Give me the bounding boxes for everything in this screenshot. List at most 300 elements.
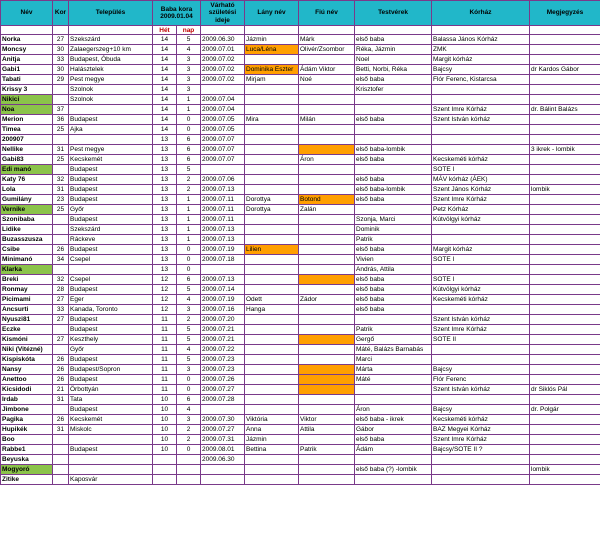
- cell-megjegyzes[interactable]: [530, 115, 600, 125]
- header-kor[interactable]: Kor: [53, 1, 69, 26]
- cell-varhato[interactable]: 2009.07.26: [201, 375, 245, 385]
- cell-nev[interactable]: Minimanó: [1, 255, 53, 265]
- cell-varhato[interactable]: 2009.07.21: [201, 325, 245, 335]
- cell-nap[interactable]: 2: [177, 425, 201, 435]
- cell-fiu-nev[interactable]: [299, 275, 355, 285]
- cell-megjegyzes[interactable]: dr Siklós Pál: [530, 385, 600, 395]
- cell-kor[interactable]: 26: [53, 415, 69, 425]
- cell-varhato[interactable]: 2009.07.27: [201, 425, 245, 435]
- header-nev[interactable]: Név: [1, 1, 53, 26]
- cell-kor[interactable]: 37: [53, 105, 69, 115]
- cell-nap[interactable]: 3: [177, 365, 201, 375]
- cell-het[interactable]: 11: [153, 345, 177, 355]
- cell-het[interactable]: 14: [153, 125, 177, 135]
- cell-megjegyzes[interactable]: [530, 125, 600, 135]
- cell-varhato[interactable]: 2009.06.30: [201, 455, 245, 465]
- cell-fiu-nev[interactable]: Viktor: [299, 415, 355, 425]
- cell-het[interactable]: 11: [153, 325, 177, 335]
- cell-varhato[interactable]: 2009.07.02: [201, 55, 245, 65]
- cell-het[interactable]: 11: [153, 385, 177, 395]
- cell-testverek[interactable]: Patrik: [355, 235, 432, 245]
- cell-telepules[interactable]: Budapest: [69, 185, 153, 195]
- cell-nev[interactable]: Hupikék: [1, 425, 53, 435]
- cell-nev[interactable]: Breki: [1, 275, 53, 285]
- cell-kor[interactable]: 26: [53, 375, 69, 385]
- cell-testverek[interactable]: Patrik: [355, 325, 432, 335]
- cell-nev[interactable]: Gabi83: [1, 155, 53, 165]
- cell-korhaz[interactable]: Szent Imre Kórház: [432, 325, 530, 335]
- cell-lany-nev[interactable]: [245, 465, 299, 475]
- cell-korhaz[interactable]: Bajcsy: [432, 65, 530, 75]
- cell-nap[interactable]: 2: [177, 435, 201, 445]
- cell-lany-nev[interactable]: Odett: [245, 295, 299, 305]
- cell-nap[interactable]: 0: [177, 385, 201, 395]
- cell-megjegyzes[interactable]: [530, 325, 600, 335]
- cell-kor[interactable]: [53, 345, 69, 355]
- subheader-empty[interactable]: [1, 26, 53, 35]
- cell-varhato[interactable]: 2009.07.16: [201, 305, 245, 315]
- cell-fiu-nev[interactable]: [299, 175, 355, 185]
- cell-telepules[interactable]: Budapest: [69, 315, 153, 325]
- cell-telepules[interactable]: Budapest: [69, 175, 153, 185]
- cell-megjegyzes[interactable]: [530, 285, 600, 295]
- subheader-empty[interactable]: [245, 26, 299, 35]
- cell-telepules[interactable]: Szekszárd: [69, 225, 153, 235]
- cell-korhaz[interactable]: Margit kórház: [432, 55, 530, 65]
- cell-fiu-nev[interactable]: [299, 365, 355, 375]
- cell-testverek[interactable]: [355, 395, 432, 405]
- cell-fiu-nev[interactable]: Márk: [299, 35, 355, 45]
- cell-varhato[interactable]: 2009.07.02: [201, 65, 245, 75]
- cell-fiu-nev[interactable]: [299, 245, 355, 255]
- cell-varhato[interactable]: [201, 85, 245, 95]
- cell-telepules[interactable]: Zalaegerszeg+10 km: [69, 45, 153, 55]
- cell-korhaz[interactable]: BAZ Megyei Kórház: [432, 425, 530, 435]
- cell-testverek[interactable]: első baba: [355, 75, 432, 85]
- cell-lany-nev[interactable]: Lilien: [245, 245, 299, 255]
- cell-fiu-nev[interactable]: [299, 85, 355, 95]
- cell-fiu-nev[interactable]: Ádám Viktor: [299, 65, 355, 75]
- cell-het[interactable]: 10: [153, 445, 177, 455]
- cell-korhaz[interactable]: ZMK: [432, 45, 530, 55]
- cell-fiu-nev[interactable]: [299, 185, 355, 195]
- cell-nap[interactable]: 5: [177, 355, 201, 365]
- cell-korhaz[interactable]: [432, 465, 530, 475]
- cell-testverek[interactable]: [355, 315, 432, 325]
- cell-het[interactable]: 13: [153, 175, 177, 185]
- cell-kor[interactable]: [53, 95, 69, 105]
- cell-lany-nev[interactable]: [245, 265, 299, 275]
- cell-korhaz[interactable]: Szent István kórház: [432, 315, 530, 325]
- cell-telepules[interactable]: Szolnok: [69, 95, 153, 105]
- cell-fiu-nev[interactable]: [299, 385, 355, 395]
- subheader-empty[interactable]: [201, 26, 245, 35]
- cell-telepules[interactable]: [69, 455, 153, 465]
- cell-het[interactable]: 10: [153, 425, 177, 435]
- cell-varhato[interactable]: 2009.07.13: [201, 185, 245, 195]
- cell-het[interactable]: 10: [153, 395, 177, 405]
- cell-telepules[interactable]: Szolnok: [69, 85, 153, 95]
- cell-fiu-nev[interactable]: Botond: [299, 195, 355, 205]
- cell-het[interactable]: 13: [153, 185, 177, 195]
- cell-lany-nev[interactable]: [245, 175, 299, 185]
- cell-kor[interactable]: [53, 225, 69, 235]
- cell-fiu-nev[interactable]: [299, 105, 355, 115]
- cell-varhato[interactable]: 2009.07.04: [201, 105, 245, 115]
- cell-varhato[interactable]: 2009.07.20: [201, 315, 245, 325]
- cell-nev[interactable]: Ronmay: [1, 285, 53, 295]
- cell-kor[interactable]: 25: [53, 125, 69, 135]
- cell-megjegyzes[interactable]: [530, 435, 600, 445]
- cell-fiu-nev[interactable]: [299, 95, 355, 105]
- cell-telepules[interactable]: Győr: [69, 205, 153, 215]
- cell-nev[interactable]: Jimbone: [1, 405, 53, 415]
- cell-het[interactable]: 14: [153, 35, 177, 45]
- cell-korhaz[interactable]: SOTE I: [432, 255, 530, 265]
- cell-telepules[interactable]: [69, 465, 153, 475]
- cell-nap[interactable]: 0: [177, 375, 201, 385]
- cell-kor[interactable]: 26: [53, 245, 69, 255]
- cell-nap[interactable]: 2: [177, 175, 201, 185]
- cell-testverek[interactable]: Márta: [355, 365, 432, 375]
- cell-telepules[interactable]: Kecskemét: [69, 155, 153, 165]
- cell-nev[interactable]: Kicsidodi: [1, 385, 53, 395]
- cell-megjegyzes[interactable]: [530, 475, 600, 485]
- cell-het[interactable]: 12: [153, 305, 177, 315]
- cell-testverek[interactable]: Máté: [355, 375, 432, 385]
- cell-testverek[interactable]: első baba: [355, 245, 432, 255]
- cell-telepules[interactable]: [69, 265, 153, 275]
- subheader-empty[interactable]: [69, 26, 153, 35]
- cell-telepules[interactable]: Budapest: [69, 375, 153, 385]
- cell-het[interactable]: 11: [153, 315, 177, 325]
- cell-testverek[interactable]: Gergő: [355, 335, 432, 345]
- cell-het[interactable]: 14: [153, 65, 177, 75]
- cell-nev[interactable]: Kispiskóta: [1, 355, 53, 365]
- cell-nap[interactable]: 6: [177, 155, 201, 165]
- cell-kor[interactable]: 34: [53, 255, 69, 265]
- cell-korhaz[interactable]: Szent Imre Kórház: [432, 195, 530, 205]
- cell-het[interactable]: 11: [153, 375, 177, 385]
- cell-kor[interactable]: [53, 465, 69, 475]
- cell-het[interactable]: 12: [153, 285, 177, 295]
- cell-megjegyzes[interactable]: [530, 175, 600, 185]
- cell-megjegyzes[interactable]: [530, 195, 600, 205]
- cell-telepules[interactable]: Budapest: [69, 165, 153, 175]
- cell-kor[interactable]: 27: [53, 335, 69, 345]
- cell-varhato[interactable]: 2009.07.13: [201, 275, 245, 285]
- cell-fiu-nev[interactable]: [299, 395, 355, 405]
- cell-telepules[interactable]: Kaposvár: [69, 475, 153, 485]
- cell-telepules[interactable]: Budapest: [69, 445, 153, 455]
- cell-fiu-nev[interactable]: Milán: [299, 115, 355, 125]
- cell-megjegyzes[interactable]: [530, 295, 600, 305]
- cell-nap[interactable]: 2: [177, 315, 201, 325]
- header-megjegyzes[interactable]: Megjegyzés: [530, 1, 600, 26]
- cell-testverek[interactable]: Noel: [355, 55, 432, 65]
- cell-fiu-nev[interactable]: Zalán: [299, 205, 355, 215]
- cell-nev[interactable]: Gabi1: [1, 65, 53, 75]
- cell-kor[interactable]: [53, 215, 69, 225]
- cell-korhaz[interactable]: SOTE I: [432, 165, 530, 175]
- cell-nap[interactable]: 0: [177, 115, 201, 125]
- cell-kor[interactable]: [53, 325, 69, 335]
- cell-varhato[interactable]: 2009.07.02: [201, 75, 245, 85]
- cell-kor[interactable]: 26: [53, 365, 69, 375]
- cell-varhato[interactable]: 2009.07.19: [201, 245, 245, 255]
- cell-fiu-nev[interactable]: [299, 305, 355, 315]
- cell-korhaz[interactable]: [432, 345, 530, 355]
- cell-varhato[interactable]: 2009.07.06: [201, 175, 245, 185]
- cell-korhaz[interactable]: [432, 355, 530, 365]
- cell-lany-nev[interactable]: [245, 155, 299, 165]
- cell-kor[interactable]: 25: [53, 155, 69, 165]
- cell-het[interactable]: 10: [153, 405, 177, 415]
- cell-varhato[interactable]: 2009.07.13: [201, 225, 245, 235]
- cell-varhato[interactable]: 2009.07.31: [201, 435, 245, 445]
- cell-lany-nev[interactable]: [245, 355, 299, 365]
- cell-kor[interactable]: 30: [53, 65, 69, 75]
- cell-testverek[interactable]: első baba (?) -lombik: [355, 465, 432, 475]
- cell-het[interactable]: 14: [153, 55, 177, 65]
- cell-varhato[interactable]: 2009.08.01: [201, 445, 245, 455]
- cell-varhato[interactable]: 2009.07.28: [201, 395, 245, 405]
- cell-lany-nev[interactable]: Anna: [245, 425, 299, 435]
- cell-varhato[interactable]: 2009.07.13: [201, 235, 245, 245]
- cell-fiu-nev[interactable]: [299, 285, 355, 295]
- cell-kor[interactable]: 27: [53, 295, 69, 305]
- cell-testverek[interactable]: Máté, Balázs Barnabás: [355, 345, 432, 355]
- cell-het[interactable]: 13: [153, 235, 177, 245]
- cell-varhato[interactable]: 2009.07.23: [201, 355, 245, 365]
- cell-nap[interactable]: 4: [177, 295, 201, 305]
- cell-testverek[interactable]: első baba: [355, 35, 432, 45]
- cell-varhato[interactable]: 2009.07.30: [201, 415, 245, 425]
- cell-kor[interactable]: 28: [53, 285, 69, 295]
- cell-megjegyzes[interactable]: dr. Bálint Balázs: [530, 105, 600, 115]
- cell-megjegyzes[interactable]: [530, 245, 600, 255]
- cell-kor[interactable]: [53, 445, 69, 455]
- cell-testverek[interactable]: első baba: [355, 115, 432, 125]
- cell-lany-nev[interactable]: [245, 85, 299, 95]
- cell-nev[interactable]: Nyuszi81: [1, 315, 53, 325]
- cell-fiu-nev[interactable]: [299, 135, 355, 145]
- cell-kor[interactable]: 33: [53, 55, 69, 65]
- cell-megjegyzes[interactable]: lombik: [530, 185, 600, 195]
- cell-korhaz[interactable]: Petz Kórház: [432, 205, 530, 215]
- subheader-empty[interactable]: [53, 26, 69, 35]
- cell-nap[interactable]: 5: [177, 285, 201, 295]
- cell-fiu-nev[interactable]: Olivér/Zsombor: [299, 45, 355, 55]
- cell-megjegyzes[interactable]: [530, 265, 600, 275]
- cell-nap[interactable]: 3: [177, 85, 201, 95]
- cell-nev[interactable]: Moncsy: [1, 45, 53, 55]
- cell-lany-nev[interactable]: [245, 95, 299, 105]
- cell-testverek[interactable]: Áron: [355, 405, 432, 415]
- cell-nev[interactable]: Katy 76: [1, 175, 53, 185]
- cell-nap[interactable]: 1: [177, 235, 201, 245]
- cell-nap[interactable]: 0: [177, 445, 201, 455]
- cell-kor[interactable]: [53, 165, 69, 175]
- cell-nev[interactable]: Mogyoró: [1, 465, 53, 475]
- cell-nev[interactable]: Ancsurti: [1, 305, 53, 315]
- cell-lany-nev[interactable]: Mirjam: [245, 75, 299, 85]
- cell-het[interactable]: 13: [153, 225, 177, 235]
- cell-lany-nev[interactable]: Mira: [245, 115, 299, 125]
- cell-korhaz[interactable]: [432, 145, 530, 155]
- cell-nap[interactable]: 0: [177, 255, 201, 265]
- cell-kor[interactable]: [53, 455, 69, 465]
- cell-testverek[interactable]: első baba: [355, 305, 432, 315]
- cell-varhato[interactable]: 2009.07.11: [201, 205, 245, 215]
- cell-nap[interactable]: [177, 465, 201, 475]
- cell-telepules[interactable]: Pest megye: [69, 145, 153, 155]
- cell-megjegyzes[interactable]: [530, 205, 600, 215]
- cell-het[interactable]: 13: [153, 245, 177, 255]
- cell-het[interactable]: 12: [153, 275, 177, 285]
- cell-testverek[interactable]: Gábor: [355, 425, 432, 435]
- cell-korhaz[interactable]: [432, 135, 530, 145]
- cell-varhato[interactable]: 2009.07.04: [201, 95, 245, 105]
- cell-lany-nev[interactable]: [245, 255, 299, 265]
- cell-telepules[interactable]: Budapest/Sopron: [69, 365, 153, 375]
- cell-het[interactable]: [153, 455, 177, 465]
- cell-nev[interactable]: Pagika: [1, 415, 53, 425]
- cell-lany-nev[interactable]: Jázmin: [245, 435, 299, 445]
- cell-nap[interactable]: 1: [177, 95, 201, 105]
- cell-nap[interactable]: 6: [177, 395, 201, 405]
- cell-het[interactable]: 14: [153, 75, 177, 85]
- cell-nap[interactable]: 5: [177, 335, 201, 345]
- cell-nev[interactable]: Kismóni: [1, 335, 53, 345]
- cell-nap[interactable]: 0: [177, 125, 201, 135]
- cell-lany-nev[interactable]: Dominika Eszter: [245, 65, 299, 75]
- cell-telepules[interactable]: [69, 435, 153, 445]
- cell-nap[interactable]: 4: [177, 345, 201, 355]
- cell-korhaz[interactable]: Kecskeméti kórház: [432, 415, 530, 425]
- cell-telepules[interactable]: Szekszárd: [69, 35, 153, 45]
- cell-lany-nev[interactable]: [245, 385, 299, 395]
- cell-varhato[interactable]: 2009.07.11: [201, 195, 245, 205]
- cell-nap[interactable]: 1: [177, 225, 201, 235]
- cell-megjegyzes[interactable]: [530, 365, 600, 375]
- cell-testverek[interactable]: első baba-lombik: [355, 185, 432, 195]
- cell-fiu-nev[interactable]: [299, 335, 355, 345]
- cell-telepules[interactable]: Budapest: [69, 355, 153, 365]
- cell-testverek[interactable]: Ádám: [355, 445, 432, 455]
- cell-kor[interactable]: [53, 85, 69, 95]
- cell-fiu-nev[interactable]: [299, 435, 355, 445]
- cell-korhaz[interactable]: [432, 395, 530, 405]
- cell-kor[interactable]: [53, 435, 69, 445]
- cell-nev[interactable]: Nansy: [1, 365, 53, 375]
- cell-nev[interactable]: Niki (Vitézné): [1, 345, 53, 355]
- cell-varhato[interactable]: 2009.07.07: [201, 145, 245, 155]
- cell-nev[interactable]: Anettoo: [1, 375, 53, 385]
- cell-nap[interactable]: 5: [177, 165, 201, 175]
- cell-het[interactable]: 11: [153, 355, 177, 365]
- cell-lany-nev[interactable]: [245, 325, 299, 335]
- cell-testverek[interactable]: első baba: [355, 175, 432, 185]
- header-fiu-nev[interactable]: Fiú név: [299, 1, 355, 26]
- cell-fiu-nev[interactable]: [299, 315, 355, 325]
- cell-kor[interactable]: 36: [53, 115, 69, 125]
- header-testverek[interactable]: Testvérek: [355, 1, 432, 26]
- cell-kor[interactable]: [53, 135, 69, 145]
- cell-fiu-nev[interactable]: [299, 215, 355, 225]
- cell-het[interactable]: 13: [153, 135, 177, 145]
- cell-varhato[interactable]: [201, 475, 245, 485]
- cell-megjegyzes[interactable]: [530, 235, 600, 245]
- cell-varhato[interactable]: 2009.07.19: [201, 295, 245, 305]
- cell-varhato[interactable]: 2009.07.21: [201, 335, 245, 345]
- cell-fiu-nev[interactable]: [299, 325, 355, 335]
- subheader-het[interactable]: Hét: [153, 26, 177, 35]
- cell-nev[interactable]: Beyuska: [1, 455, 53, 465]
- cell-nap[interactable]: 5: [177, 325, 201, 335]
- cell-fiu-nev[interactable]: [299, 375, 355, 385]
- cell-nap[interactable]: [177, 475, 201, 485]
- cell-testverek[interactable]: Dominik: [355, 225, 432, 235]
- cell-lany-nev[interactable]: [245, 475, 299, 485]
- cell-fiu-nev[interactable]: Patrik: [299, 445, 355, 455]
- cell-fiu-nev[interactable]: [299, 355, 355, 365]
- cell-korhaz[interactable]: Kútvölgyi kórház: [432, 215, 530, 225]
- cell-nap[interactable]: 4: [177, 45, 201, 55]
- cell-varhato[interactable]: 2009.07.05: [201, 115, 245, 125]
- cell-megjegyzes[interactable]: [530, 425, 600, 435]
- cell-telepules[interactable]: Budapest: [69, 195, 153, 205]
- cell-testverek[interactable]: Krisztofer: [355, 85, 432, 95]
- cell-korhaz[interactable]: [432, 125, 530, 135]
- cell-lany-nev[interactable]: Hanga: [245, 305, 299, 315]
- cell-lany-nev[interactable]: [245, 405, 299, 415]
- cell-testverek[interactable]: [355, 105, 432, 115]
- cell-varhato[interactable]: 2009.07.11: [201, 215, 245, 225]
- cell-fiu-nev[interactable]: [299, 255, 355, 265]
- cell-telepules[interactable]: [69, 105, 153, 115]
- cell-nev[interactable]: Zitike: [1, 475, 53, 485]
- cell-korhaz[interactable]: Kútvölgyi kórház: [432, 285, 530, 295]
- cell-nev[interactable]: Vernike: [1, 205, 53, 215]
- cell-megjegyzes[interactable]: [530, 225, 600, 235]
- cell-lany-nev[interactable]: Dorottya: [245, 205, 299, 215]
- cell-kor[interactable]: 27: [53, 315, 69, 325]
- cell-lany-nev[interactable]: Viktória: [245, 415, 299, 425]
- cell-lany-nev[interactable]: Dorottya: [245, 195, 299, 205]
- cell-korhaz[interactable]: [432, 225, 530, 235]
- cell-het[interactable]: 10: [153, 415, 177, 425]
- cell-lany-nev[interactable]: [245, 55, 299, 65]
- cell-lany-nev[interactable]: [245, 345, 299, 355]
- cell-het[interactable]: 13: [153, 195, 177, 205]
- cell-telepules[interactable]: [69, 135, 153, 145]
- cell-lany-nev[interactable]: [245, 225, 299, 235]
- cell-korhaz[interactable]: SOTE II: [432, 335, 530, 345]
- cell-lany-nev[interactable]: [245, 285, 299, 295]
- cell-varhato[interactable]: 2009.07.22: [201, 345, 245, 355]
- cell-kor[interactable]: 31: [53, 145, 69, 155]
- cell-korhaz[interactable]: [432, 475, 530, 485]
- cell-lany-nev[interactable]: [245, 455, 299, 465]
- cell-fiu-nev[interactable]: [299, 165, 355, 175]
- cell-korhaz[interactable]: Szent Imre Kórház: [432, 105, 530, 115]
- cell-kor[interactable]: 23: [53, 195, 69, 205]
- cell-testverek[interactable]: első baba: [355, 435, 432, 445]
- cell-fiu-nev[interactable]: Attila: [299, 425, 355, 435]
- header-lany-nev[interactable]: Lány név: [245, 1, 299, 26]
- cell-nev[interactable]: Lidike: [1, 225, 53, 235]
